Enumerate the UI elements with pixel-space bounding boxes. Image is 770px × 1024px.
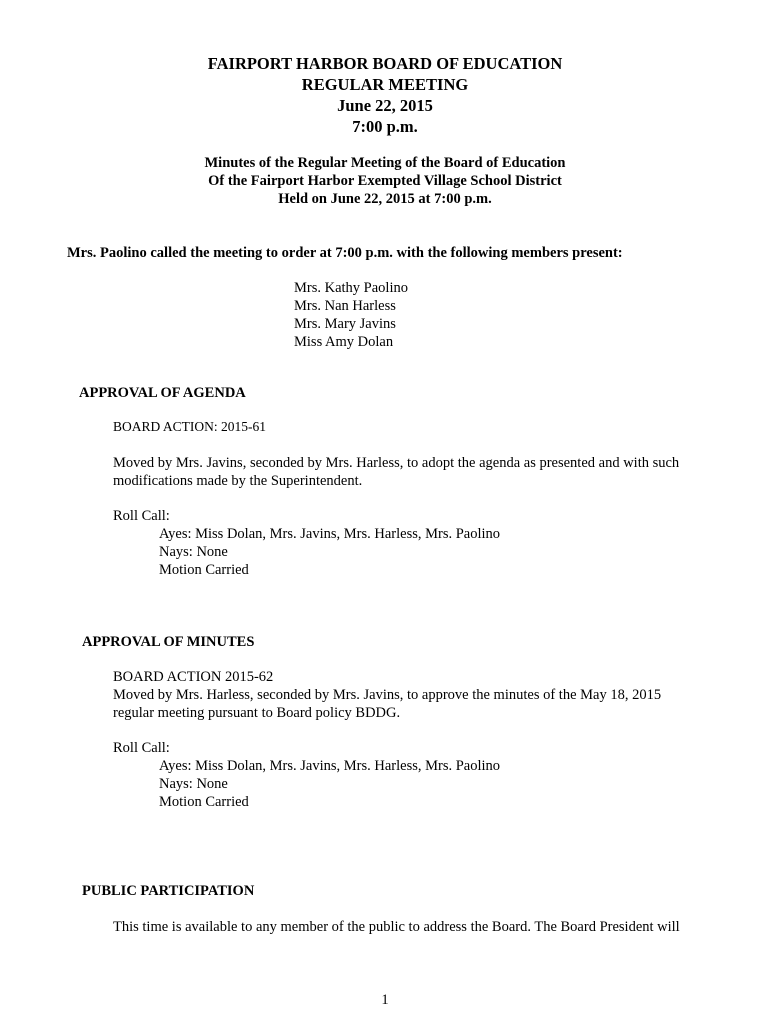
roll-call-nays: Nays: None [159, 776, 228, 792]
subtitle-line: Of the Fairport Harbor Exempted Village School District [208, 173, 562, 189]
member-name: Mrs. Nan Harless [294, 298, 396, 314]
subtitle-line: Held on June 22, 2015 at 7:00 p.m. [278, 191, 492, 207]
roll-call-ayes: Ayes: Miss Dolan, Mrs. Javins, Mrs. Harless, Mrs. Paolino [159, 758, 501, 774]
motion-result: Motion Carried [159, 794, 249, 810]
member-name: Mrs. Mary Javins [294, 316, 396, 332]
motion-result: Motion Carried [159, 562, 249, 578]
motion-text: Moved by Mrs. Harless, seconded by Mrs. Javins, to approve the minutes of the May 18, 2015 [113, 687, 662, 703]
section-heading-minutes: APPROVAL OF MINUTES [82, 634, 255, 650]
board-action-number: BOARD ACTION 2015-62 [113, 669, 274, 685]
section-heading-public-participation: PUBLIC PARTICIPATION [82, 883, 255, 899]
meeting-time: 7:00 p.m. [352, 117, 418, 136]
motion-text: modifications made by the Superintendent. [113, 473, 363, 489]
section-heading-agenda: APPROVAL OF AGENDA [79, 385, 246, 401]
roll-call-ayes: Ayes: Miss Dolan, Mrs. Javins, Mrs. Harless, Mrs. Paolino [159, 526, 501, 542]
roll-call-label: Roll Call: [113, 508, 170, 524]
meeting-type: REGULAR MEETING [301, 75, 469, 94]
member-name: Mrs. Kathy Paolino [294, 280, 408, 296]
roll-call-nays: Nays: None [159, 544, 228, 560]
subtitle-line: Minutes of the Regular Meeting of the Board of Education [204, 155, 566, 171]
meeting-date: June 22, 2015 [337, 96, 433, 115]
public-participation-text: This time is available to any member of the public to address the Board. The Board President will [113, 919, 680, 935]
member-name: Miss Amy Dolan [294, 334, 394, 350]
board-action-number: BOARD ACTION: 2015-61 [113, 419, 267, 434]
page-number: 1 [381, 992, 389, 1008]
roll-call-label: Roll Call: [113, 740, 170, 756]
document-title: FAIRPORT HARBOR BOARD OF EDUCATION [207, 54, 563, 73]
call-to-order: Mrs. Paolino called the meeting to order at 7:00 p.m. with the following members present: [67, 245, 623, 261]
motion-text: regular meeting pursuant to Board policy BDDG. [113, 705, 401, 721]
motion-text: Moved by Mrs. Javins, seconded by Mrs. Harless, to adopt the agenda as presented and with such [113, 455, 680, 471]
